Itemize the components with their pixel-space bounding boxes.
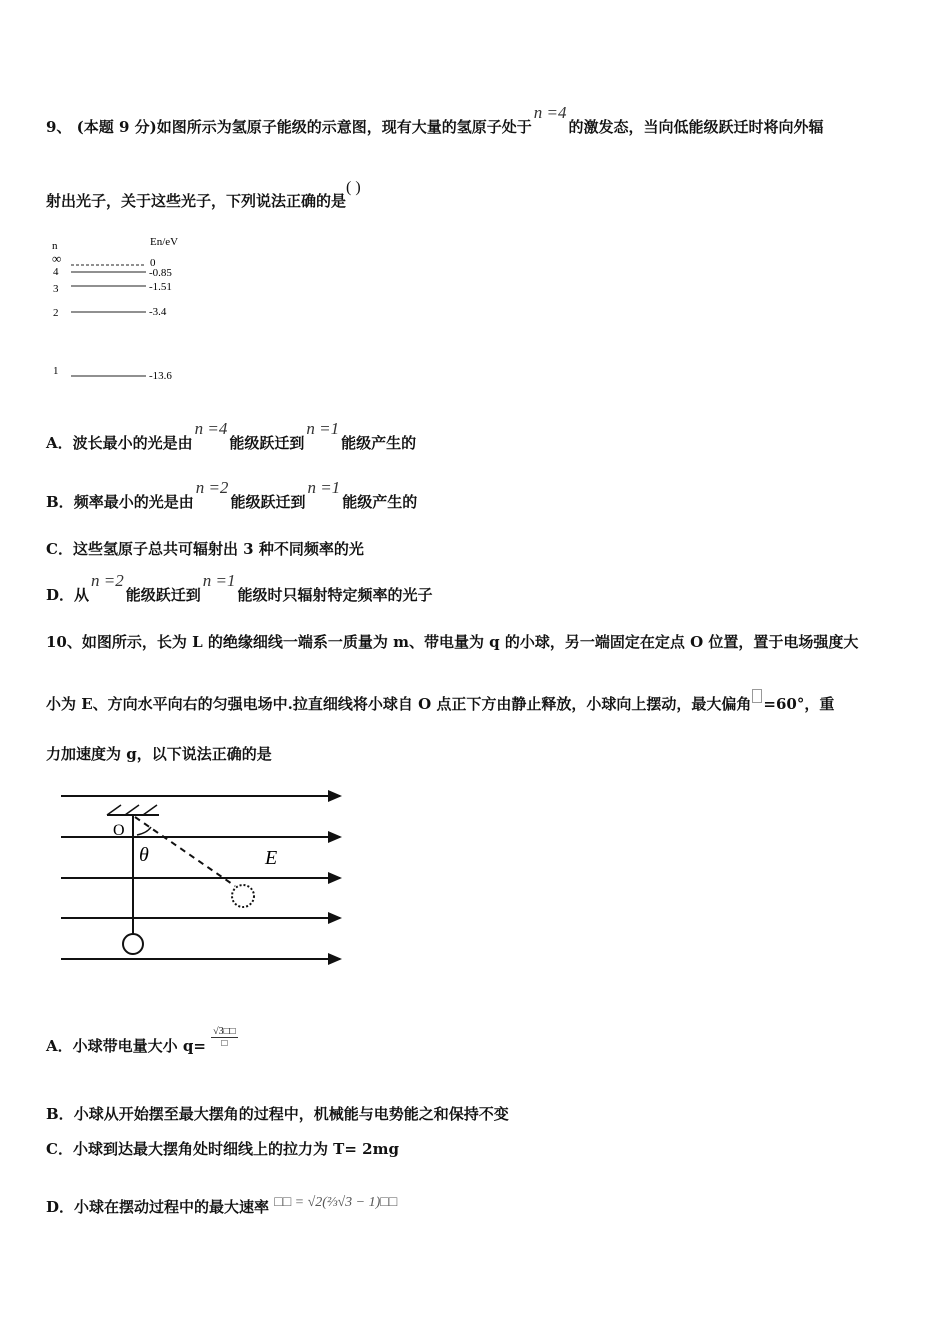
q9-option-d-m1: n =2	[91, 571, 124, 590]
hatch-1	[107, 805, 121, 815]
q9-option-d-post: 能级时只辐射特定频率的光子	[237, 586, 433, 604]
q10-option-c-label: C．	[46, 1140, 73, 1158]
level-2-e: -3.4	[149, 306, 167, 318]
energy-level-diagram	[46, 232, 206, 387]
q10-option-b-text: 小球从开始摆至最大摆角的过程中，机械能与电势能之和保持不变	[73, 1105, 509, 1123]
q10-line-2	[46, 693, 834, 714]
q9-score: (本题 9 分)	[76, 118, 157, 136]
q9-line-2	[46, 179, 361, 211]
q10-line-3	[46, 743, 272, 764]
q9-line-1	[46, 103, 824, 137]
q10-option-d	[46, 1196, 397, 1217]
q10-option-a-fraction	[211, 1026, 238, 1049]
q9-option-a-label: A．	[46, 434, 73, 452]
q10-option-d-label: D．	[46, 1198, 75, 1216]
q9-text-c: 射出光子，关于这些光子，下列说法正确的是	[46, 192, 347, 210]
diagram-n-header: n	[52, 240, 58, 252]
q9-option-b-post: 能级产生的	[342, 493, 418, 511]
level-4-e: -0.85	[149, 267, 172, 279]
q9-option-a-mid: 能级跃迁到	[229, 434, 305, 452]
q10-line-2-end: =60°，重	[763, 695, 835, 713]
q9-option-b-label: B．	[46, 493, 74, 511]
theta-label: θ	[139, 844, 149, 866]
max-speed-formula: □□ = √2(⅔√3 − 1)□□	[274, 1195, 398, 1210]
hatch-3	[143, 805, 157, 815]
q10-option-b	[46, 1103, 509, 1124]
q10-line-1	[46, 631, 858, 652]
q10-option-a	[46, 1025, 238, 1059]
q10-option-d-text: 小球在摆动过程中的最大速率	[74, 1198, 270, 1216]
level-inf-n: ∞	[52, 251, 62, 266]
q9-option-b-m2: n =1	[307, 478, 341, 497]
theta-placeholder-box	[752, 689, 762, 703]
q9-option-c-label: C．	[46, 540, 73, 558]
q9-number: 9、	[46, 118, 72, 136]
q10-line-1-text: 如图所示，长为 L 的绝缘细线一端系一质量为 m、带电量为 q 的小球，另一端固定在定点 O 位置，置于电场强度大	[81, 633, 859, 651]
q10-option-c	[46, 1138, 399, 1159]
q9-option-b-m1: n =2	[195, 478, 229, 497]
q9-option-a-pre: 波长最小的光是由	[72, 434, 193, 452]
q9-option-b-mid: 能级跃迁到	[230, 493, 306, 511]
hatch-2	[125, 805, 139, 815]
q9-option-c-text: 这些氢原子总共可辐射出 3 种不同频率的光	[72, 540, 364, 558]
q10-line-2-text: 小为 E、方向水平向右的匀强电场中.拉直细线将小球自 O 点正下方由静止释放，小球向上摆动，最大偏角	[46, 695, 752, 713]
field-e-label: E	[265, 847, 278, 869]
q9-option-d-pre: 从	[74, 586, 90, 604]
q10-line-3-text: 力加速度为 g，以下说法正确的是	[46, 745, 272, 763]
q9-option-d-mid: 能级跃迁到	[125, 586, 201, 604]
angle-arc	[137, 827, 151, 835]
q9-answer-paren: ( )	[346, 179, 361, 196]
level-3-n: 3	[53, 283, 59, 295]
level-3-e: -1.51	[149, 281, 172, 293]
q9-option-a-m2: n =1	[306, 419, 340, 438]
q9-math-n4: n =4	[533, 103, 567, 122]
fraction-denominator: □	[221, 1037, 228, 1049]
q10-option-a-text: 小球带电量大小 q=	[72, 1037, 206, 1055]
q9-text-b: 的激发态，当向低能级跃迁时将向外辐	[568, 118, 824, 136]
q9-option-c	[46, 538, 364, 559]
q9-option-b-pre: 频率最小的光是由	[73, 493, 194, 511]
diagram-e-header: En/eV	[150, 236, 179, 248]
level-4-n: 4	[53, 266, 59, 278]
q10-option-b-label: B．	[46, 1105, 74, 1123]
q9-option-a-m1: n =4	[194, 419, 228, 438]
q10-option-a-label: A．	[46, 1037, 73, 1055]
displaced-ball	[232, 885, 254, 907]
level-2-n: 2	[53, 307, 59, 319]
q9-option-d-m2: n =1	[202, 571, 236, 590]
fraction-numerator: √3□□	[213, 1025, 236, 1037]
level-inf-e: 0	[150, 257, 156, 269]
level-1-e: -13.6	[149, 370, 172, 382]
q9-option-a	[46, 419, 417, 453]
q10-option-c-text: 小球到达最大摆角处时细线上的拉力为 T= 2mg	[72, 1140, 399, 1158]
level-1-n: 1	[53, 365, 59, 377]
pendulum-ball	[123, 934, 143, 954]
q9-text-a: 如图所示为氢原子能级的示意图，现有大量的氢原子处于	[156, 118, 532, 136]
q9-option-a-post: 能级产生的	[341, 434, 417, 452]
q9-option-b	[46, 478, 418, 512]
point-o-label: O	[113, 822, 125, 839]
q9-option-d-label: D．	[46, 586, 75, 604]
q10-number: 10、	[46, 633, 82, 651]
q9-option-d	[46, 571, 433, 605]
pendulum-field-figure	[55, 783, 355, 983]
